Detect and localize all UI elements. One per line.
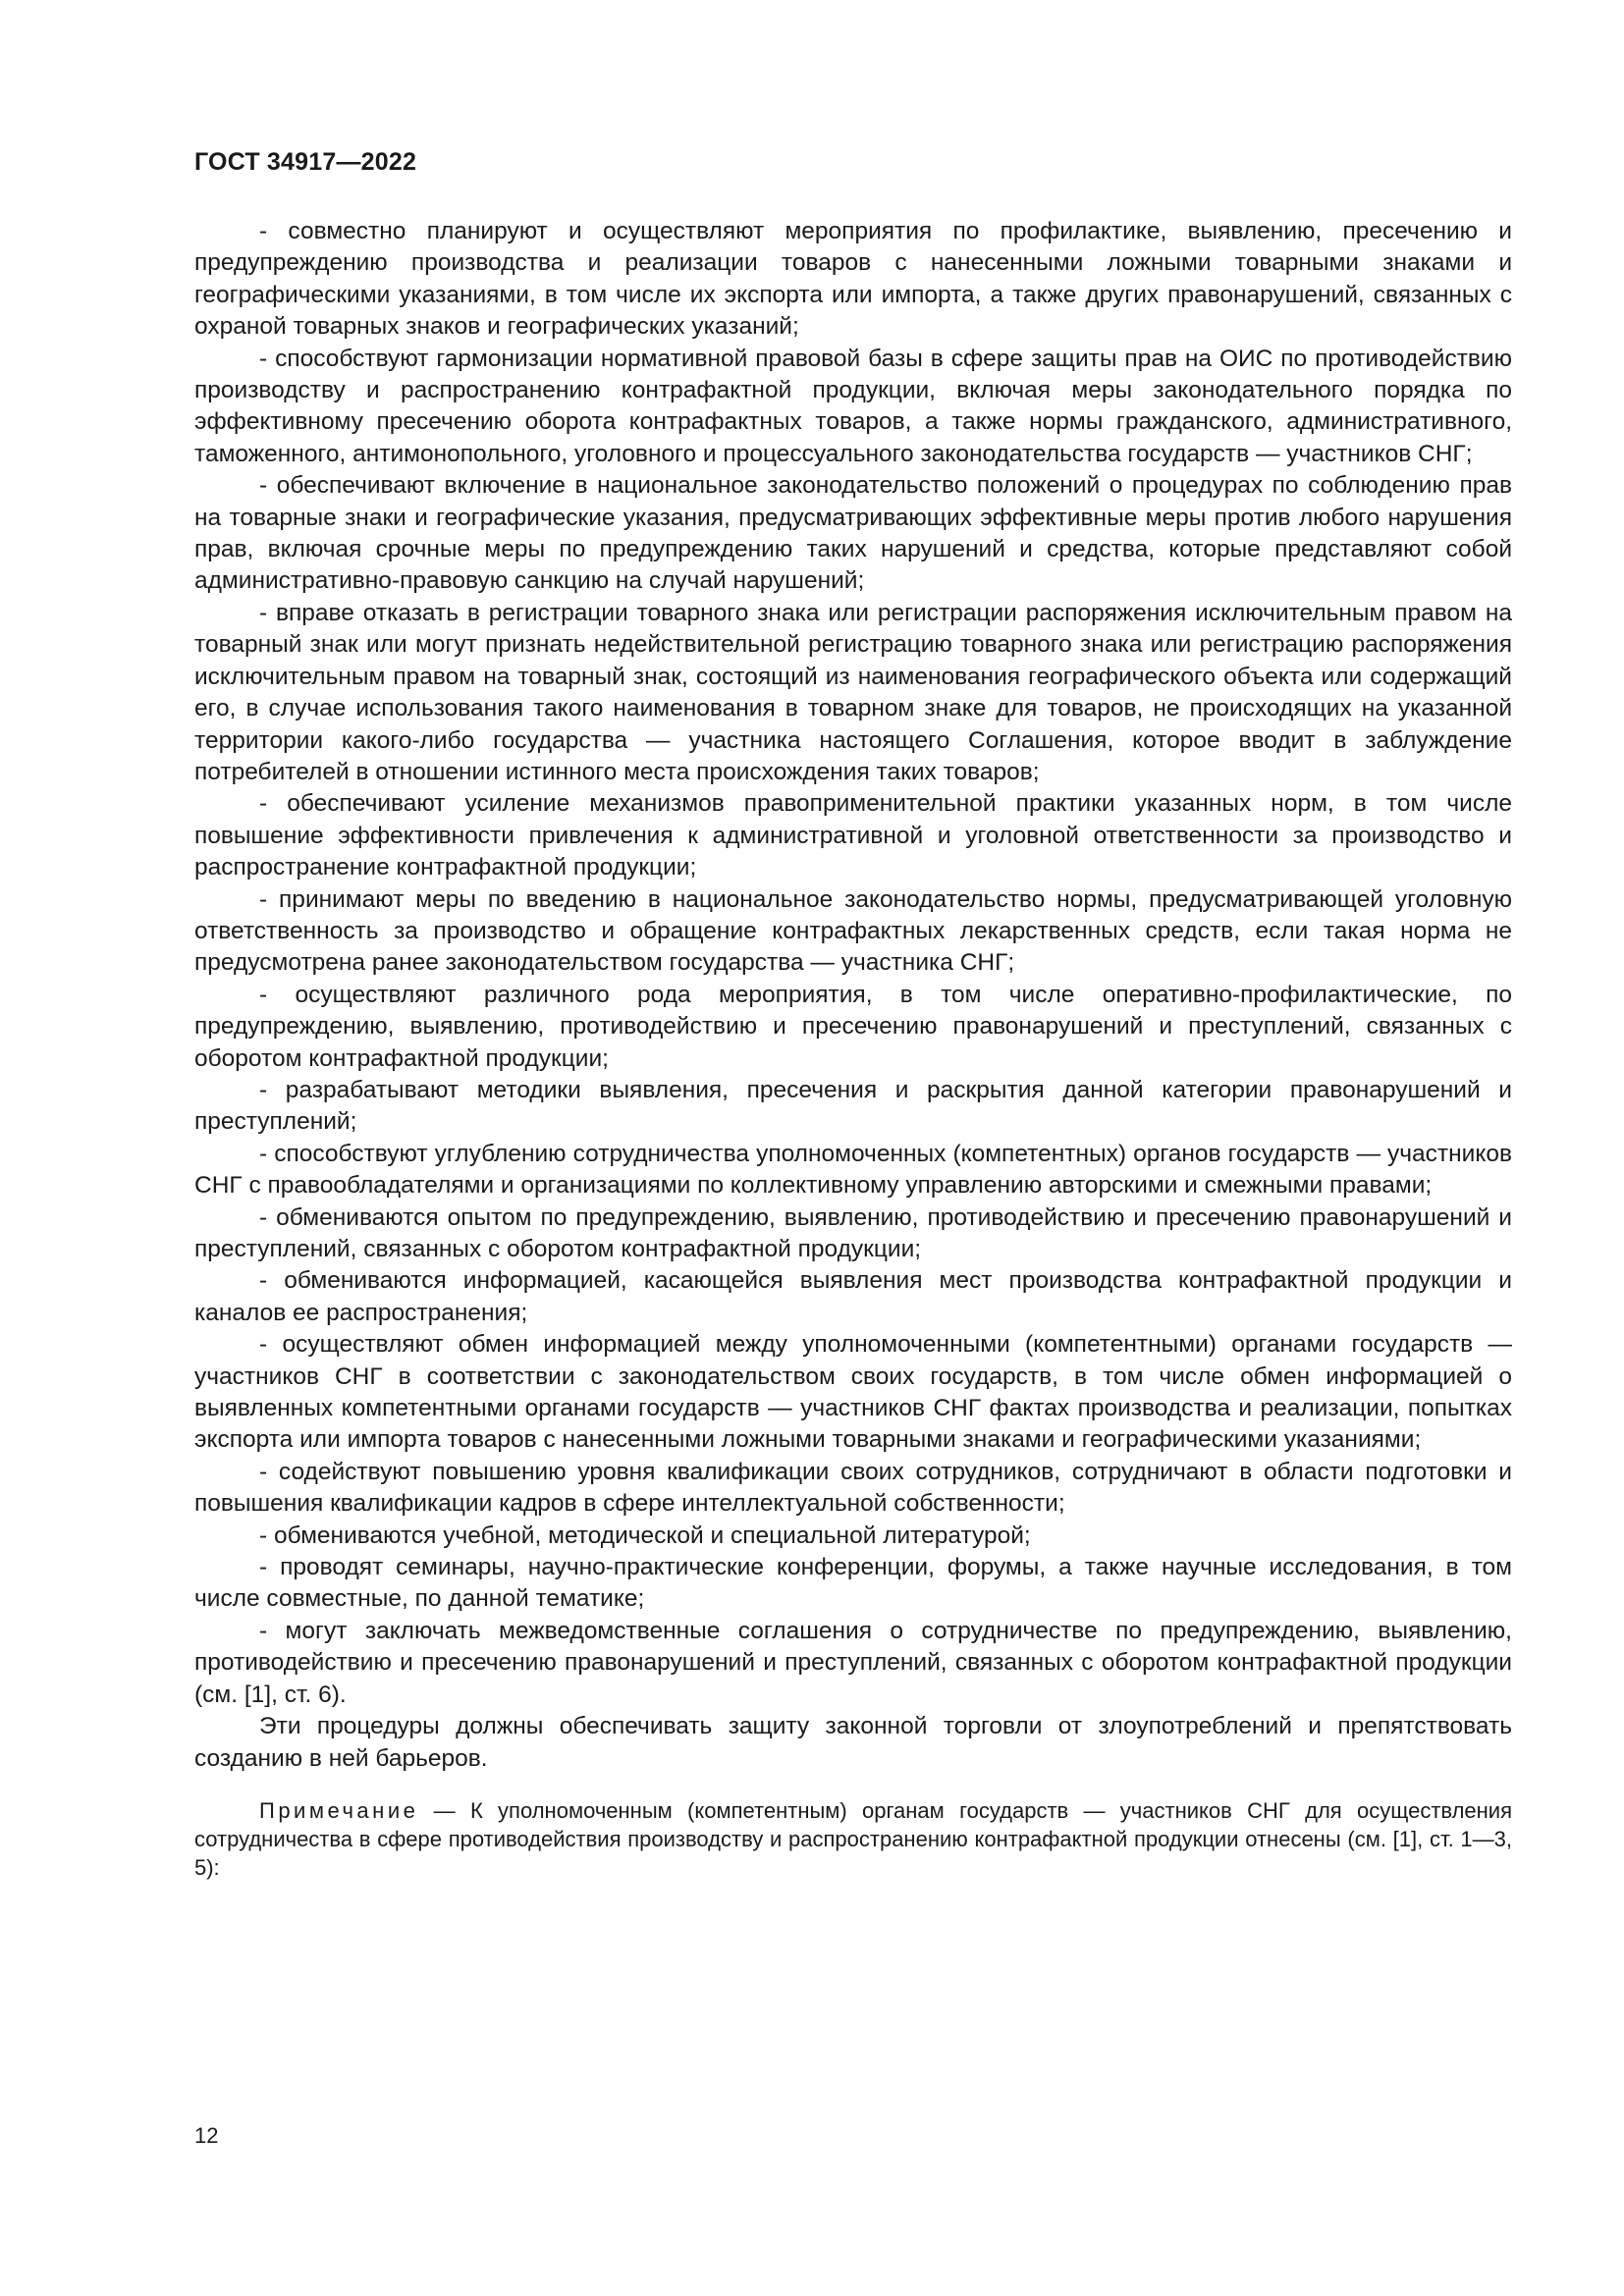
body-text: [194, 216, 1512, 1775]
paragraph: - принимают меры по введению в национальное законодательство нормы, предусматривающей уголовную ответственность за производство и обращение контрафактных лекарственных средств, если такая норма не предусмотрена ранее законодательством государства — участника СНГ;: [194, 885, 1512, 977]
paragraph: - обеспечивают усиление механизмов правоприменительной практики указанных норм, в том числе повышение эффективности привлечения к административной и уголовной ответственности за производство и распространение контрафактной продукции;: [194, 790, 1512, 881]
paragraph: - обмениваются учебной, методической и специальной литературой;: [259, 1522, 1031, 1549]
paragraph: - совместно планируют и осуществляют мероприятия по профилактике, выявлению, пресечению и предупреждению производства и реализации товаров с нанесенными ложными товарными знаками и географическими указаниями, в том числе их экспорта или импорта, а также других правонарушений, связанных с охраной товарных знаков и географических указаний;: [194, 218, 1512, 341]
paragraph: - проводят семинары, научно-практические конференции, форумы, а также научные исследования, в том числе совместные, по данной тематике;: [194, 1554, 1512, 1613]
note-label: Примечание: [259, 1797, 419, 1823]
document-page: [194, 147, 1512, 1882]
paragraph: - обмениваются опытом по предупреждению, выявлению, противодействию и пресечению правонарушений и преступлений, связанных с оборотом контрафактной продукции;: [194, 1203, 1512, 1262]
paragraph: Эти процедуры должны обеспечивать защиту законной торговли от злоупотреблений и препятствовать созданию в ней барьеров.: [194, 1713, 1512, 1772]
paragraph: - способствуют углублению сотрудничества уполномоченных (компетентных) органов государств — участников СНГ с правообладателями и организациями по коллективному управлению авторскими и смежными правами;: [194, 1140, 1512, 1200]
paragraph: - вправе отказать в регистрации товарного знака или регистрации распоряжения исключительным правом на товарный знак или могут признать недействительной регистрацию товарного знака или регистрацию распоряжения исключительным правом на товарный знак, состоящий из наименования географического объекта или содержащий его, в случае использования такого наименования в товарном знаке для товаров, не происходящих на указанной территории какого-либо государства — участника настоящего Соглашения, которое вводит в заблуждение потребителей в отношении истинного места происхождения таких товаров;: [194, 599, 1512, 785]
note-text: — К уполномоченным (компетентным) органам государств — участников СНГ для осуществления сотрудничества в сфере противодействия производству и распространению контрафактной продукции отнесены (см. [1], ст. 1—3, 5):: [194, 1797, 1512, 1880]
paragraph: - обеспечивают включение в национальное законодательство положений о процедурах по соблюдению прав на товарные знаки и географические указания, предусматривающих эффективные меры против любого нарушения прав, включая срочные меры по предупреждению таких нарушений и средства, которые представляют собой административно-правовую санкцию на случай нарушений;: [194, 472, 1512, 595]
page-number: 12: [194, 2123, 219, 2148]
standard-header: ГОСТ 34917—2022: [194, 148, 417, 176]
paragraph: - осуществляют обмен информацией между уполномоченными (компетентными) органами государств — участников СНГ в соответствии с законодательством своих государств, в том числе обмен информацией о выявленных компетентными органами государств — участников СНГ фактах производства и реализации, попытках экспорта или импорта товаров с нанесенными ложными товарными знаками и географическими указаниями;: [194, 1331, 1512, 1454]
paragraph: - могут заключать межведомственные соглашения о сотрудничестве по предупреждению, выявлению, противодействию и пресечению правонарушений и преступлений, связанных с оборотом контрафактной продукции (см. [1], ст. 6).: [194, 1617, 1512, 1708]
paragraph: - обмениваются информацией, касающейся выявления мест производства контрафактной продукции и каналов ее распространения;: [194, 1267, 1512, 1326]
paragraph: - содействуют повышению уровня квалификации своих сотрудников, сотрудничают в области подготовки и повышения квалификации кадров в сфере интеллектуальной собственности;: [194, 1458, 1512, 1518]
paragraph: - разрабатывают методики выявления, пресечения и раскрытия данной категории правонарушений и преступлений;: [194, 1076, 1512, 1136]
paragraph: - способствуют гармонизации нормативной правовой базы в сфере защиты прав на ОИС по противодействию производству и распространению контрафактной продукции, включая меры законодательного порядка по эффективному пресечению оборота контрафактных товаров, а также нормы гражданского, административного, таможенного, антимонопольного, уголовного и процессуального законодательства государств — участников СНГ;: [194, 345, 1512, 467]
paragraph: - осуществляют различного рода мероприятия, в том числе оперативно-профилактические, по предупреждению, выявлению, противодействию и пресечению правонарушений и преступлений, связанных с оборотом контрафактной продукции;: [194, 981, 1512, 1072]
note: [194, 1796, 1512, 1882]
